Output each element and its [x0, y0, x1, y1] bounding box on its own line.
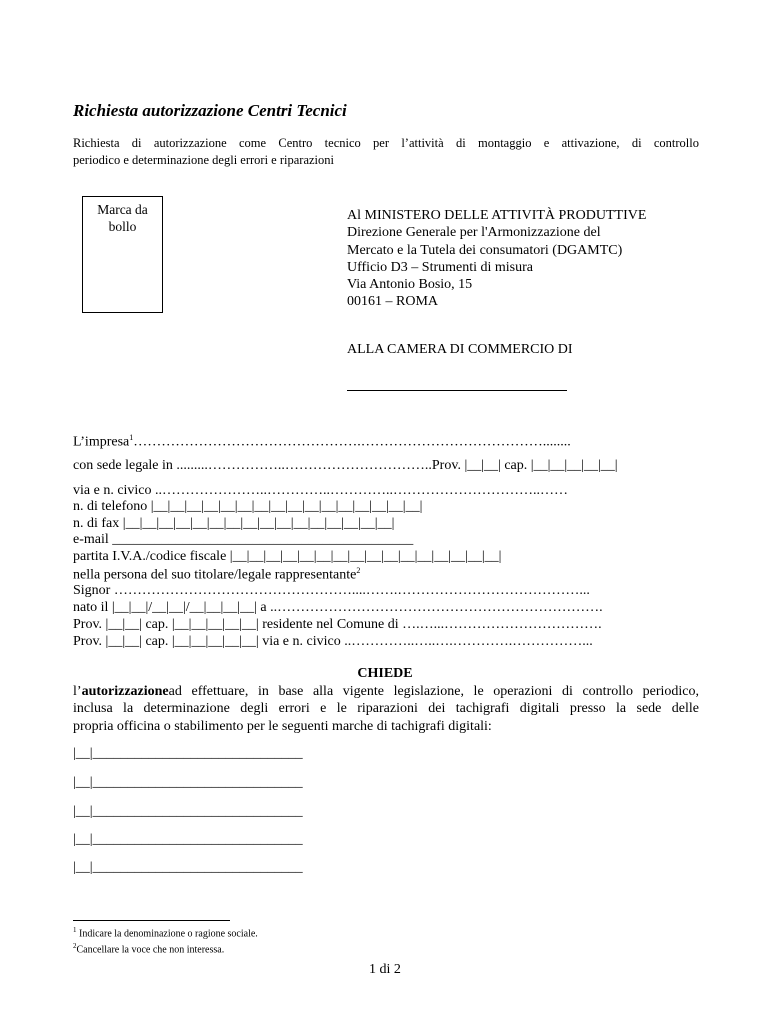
sede-legale-field[interactable]: con sede legale in .........……………..…………………………..Prov. |__|__| cap. |__|__|__|__|__| — [73, 458, 618, 473]
document-title: Richiesta autorizzazione Centri Tecnici — [73, 101, 347, 120]
intro-line-1: Richiesta di autorizzazione come Centro tecnico per l’attività di montaggio e attivazione, di controllo — [73, 136, 699, 150]
footnote-text: Cancellare la voce che non interessa. — [76, 944, 225, 956]
address-line: Via Antonio Bosio, 15 — [347, 277, 473, 293]
page-number: 1 di 2 — [369, 962, 401, 977]
impresa-label: L’impresa — [73, 434, 130, 450]
stamp-label-2: bollo — [108, 219, 137, 234]
chiede-heading: CHIEDE — [357, 666, 413, 681]
brand-field[interactable]: |__|______________________________ — [73, 804, 303, 819]
address-line: Ufficio D3 – Strumenti di misura — [347, 259, 533, 275]
email-field[interactable]: e-mail ___________________________________________ — [73, 532, 414, 547]
via-civico-field[interactable]: via e n. civico ..…………………..…………..…………..…………………………..…… — [73, 483, 569, 498]
address-line: Direzione Generale per l'Armonizzazione del — [347, 225, 601, 241]
footnote-text: Indicare la denominazione o ragione sociale. — [76, 928, 258, 940]
partita-iva-field[interactable]: partita I.V.A./codice fiscale |__|__|__|__|__|__|__|__|__|__|__|__|__|__|__|__| — [73, 549, 502, 564]
footnote-ref-1: 1 — [129, 433, 134, 442]
request-bold-term: autorizzazione — [81, 684, 169, 699]
request-paragraph — [73, 683, 699, 735]
brand-field[interactable]: |__|______________________________ — [73, 775, 303, 790]
footnote-number: 1 — [73, 926, 77, 934]
intro-line-2: periodico e determinazione degli errori e riparazioni — [73, 153, 334, 167]
residenza-field[interactable]: Prov. |__|__| cap. |__|__|__|__|__| residente nel Comune di ….…...……………………………. — [73, 617, 602, 632]
persona-label-line — [73, 566, 360, 584]
request-line-2: inclusa la determinazione degli errori e le riparazioni dei tachigrafi digitali presso la sede delle — [73, 701, 699, 717]
revenue-stamp-box — [82, 196, 163, 313]
persona-label: nella persona del suo titolare/legale rappresentante — [73, 567, 357, 583]
brand-field[interactable]: |__|______________________________ — [73, 860, 303, 875]
fax-field[interactable]: n. di fax |__|__|__|__|__|__|__|__|__|__|__|__|__|__|__|__| — [73, 516, 395, 531]
request-prefix: l’ — [73, 684, 82, 699]
request-line-3: propria officina o stabilimento per le seguenti marche di tachigrafi digitali: — [73, 718, 492, 734]
footnote-1 — [73, 926, 258, 939]
impresa-dots: ………………………………………….…………………………………........ — [133, 434, 571, 450]
footnote-ref-2: 2 — [356, 566, 361, 575]
indirizzo-field[interactable]: Prov. |__|__| cap. |__|__|__|__|__| via e n. civico ..…………..…..….………….……………... — [73, 634, 593, 649]
impresa-field[interactable] — [73, 433, 571, 451]
telefono-field[interactable]: n. di telefono |__|__|__|__|__|__|__|__|__|__|__|__|__|__|__|__| — [73, 499, 423, 514]
brand-field[interactable]: |__|______________________________ — [73, 832, 303, 847]
brand-field[interactable]: |__|______________________________ — [73, 746, 303, 761]
recipient-address — [347, 207, 646, 311]
chamber-of-commerce-label: ALLA CAMERA DI COMMERCIO DI — [347, 342, 573, 357]
intro-paragraph — [73, 135, 699, 169]
request-rest: ad effettuare, in base alla vigente legislazione, le operazioni di controllo periodico, — [168, 684, 699, 699]
chamber-of-commerce-field[interactable] — [347, 390, 567, 391]
footnote-number: 2 — [73, 942, 77, 950]
nato-field[interactable]: nato il |__|__|/__|__|/__|__|__|__| a ..……………………………………………………………. — [73, 600, 603, 615]
address-line: Mercato e la Tutela dei consumatori (DGAMTC) — [347, 242, 623, 258]
footnote-2 — [73, 942, 224, 955]
address-line: Al MINISTERO DELLE ATTIVITÀ PRODUTTIVE — [347, 208, 647, 223]
footnote-divider — [73, 920, 230, 921]
stamp-label-1: Marca da — [97, 202, 148, 217]
signor-field[interactable]: Signor ……………………………………………....…….…………………………………... — [73, 583, 590, 598]
address-line: 00161 – ROMA — [347, 294, 439, 310]
request-line-1 — [73, 683, 699, 700]
